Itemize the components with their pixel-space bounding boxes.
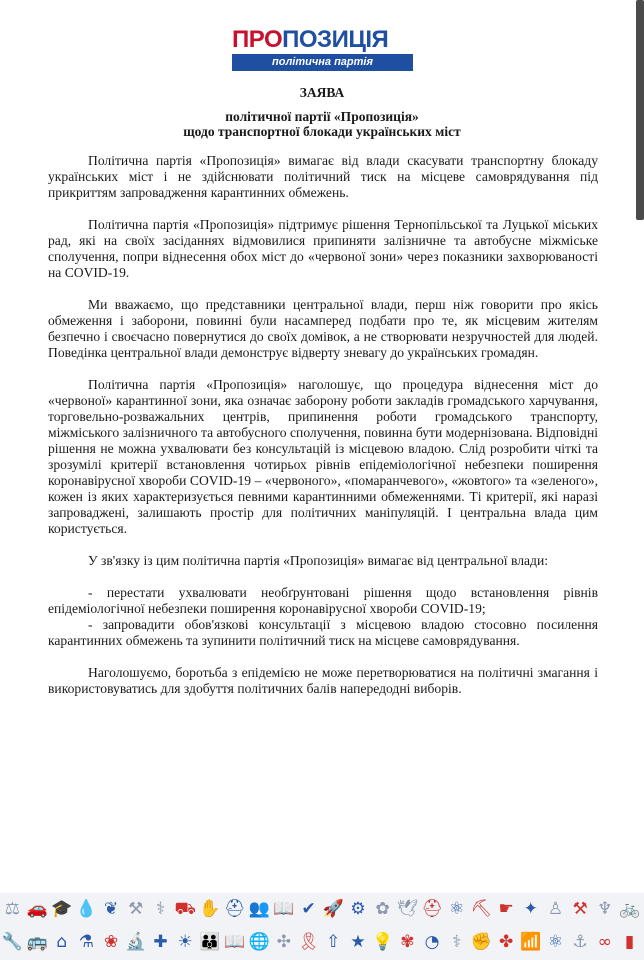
- logo-wordmark: [232, 28, 413, 52]
- microscope-icon: 🔬: [125, 932, 147, 952]
- document-title: ЗАЯВА: [299, 85, 345, 100]
- tools-icon: ⚒: [128, 899, 144, 919]
- test-tube-icon: ⚗: [78, 932, 95, 952]
- logo-word-red: ПРО: [232, 26, 283, 53]
- atom-icon: ⚛: [547, 932, 564, 952]
- scales-icon: ⚖: [4, 899, 20, 919]
- tooth-icon: ♙: [547, 899, 564, 919]
- demand-bullet-1: - перестати ухвалювати необґрунтовані рішення щодо встановлення рівнів епідеміологічної небезпеки поширення коронавірусної хвороби COVID-19;: [48, 585, 598, 616]
- paint-roller-icon: ▮: [624, 932, 635, 952]
- check-icon: ✔: [301, 899, 316, 919]
- wheat-icon: ✿: [375, 899, 390, 919]
- arrow-up-icon: ⇧: [326, 932, 341, 952]
- flower-icon: ✾: [400, 932, 415, 952]
- drop-icon: 💧: [75, 899, 97, 919]
- stethoscope-icon: ⚕: [155, 899, 166, 919]
- fist-icon: ✊: [470, 932, 492, 952]
- excavator-icon: ⛏: [470, 899, 493, 919]
- butterfly-icon: ❀: [103, 932, 119, 952]
- medical-cross-icon: ✚: [153, 932, 168, 952]
- people-icon: 👥: [248, 899, 270, 919]
- logo-subtitle: політична партія: [232, 54, 413, 71]
- bus-icon: 🚌: [26, 932, 48, 952]
- wrench-icon: 🔧: [1, 932, 23, 952]
- graduation-cap-icon: 🎓: [51, 899, 73, 919]
- footer-icon-row-1: [0, 893, 644, 926]
- gear-icon: ⚙: [350, 899, 366, 919]
- hands-icon: ☛: [498, 899, 514, 919]
- atom-icon: ⚛: [449, 899, 465, 919]
- paragraph-5: У зв'язку із цим політична партія «Пропозиція» вимагає від центральної влади:: [88, 553, 548, 568]
- sun-icon: ☀: [177, 932, 193, 952]
- paragraph-1: Політична партія «Пропозиція» вимагає від влади скасувати транспортну блокаду українських міст і не здійснювати політичний тиск на місцеве самоврядування під прикриттям запровадження карантинних обмежень.: [48, 153, 598, 200]
- paragraph-2: Політична партія «Пропозиція» підтримує рішення Тернопільської та Луцької міських рад, які на своїх засіданнях відмовилися припиняти залізничне та автобусне міжміське сполучення, попри віднесення обох міст до «червоної зони» через показники захворюваності на COVID-19.: [48, 217, 598, 280]
- footer-icon-row-2: [0, 926, 644, 959]
- bee-icon: ✤: [498, 932, 514, 952]
- house-icon: ⌂: [56, 932, 68, 952]
- bird-icon: 🕊: [396, 899, 419, 919]
- document-body: [48, 153, 598, 713]
- infinity-icon: ∞: [597, 932, 612, 952]
- power-tower-icon: ♆: [597, 899, 613, 919]
- paragraph-4: Політична партія «Пропозиція» наголошує, що процедура віднесення міст до «червоної» карантинної зони, яка означає заборону роботи закладів громадського харчування, торговельно-розважальних центрів, припинення роботи громадського транспорту, міжміського залізничного та автобусного сполучення, повинна бути модернізована. Відповідні рішення не можна ухвалювати без консультацій із місцевою владою. Слід розробити чіткі та зрозумілі критерії встановлення чотирьох рівнів епідеміологічної небезпеки поширення коронавірусної хвороби COVID-19 – «червоного», «помаранчевого», «жовтого» та «зеленого», кожен із яких характеризується певними карантинними обмеженнями. Ті критерії, які наразі запроваджені, залишають простір для політичних маніпуляцій. І центральна влада цим користується.: [48, 377, 598, 536]
- paragraph-3: Ми вважаємо, що представники центральної влади, перш ніж говорити про якісь обмеження і заборони, повинні були насамперед подбати про те, як місцевим жителям безпечно і своєчасно повернутися до своїх домівок, а не створювати незручностей для людей. Поведінка центральної влади демонструє відверту зневагу до українських громадян.: [48, 297, 598, 360]
- globe-icon: 🌐: [248, 932, 270, 952]
- star-icon: ★: [350, 932, 366, 952]
- helmet-icon: ⛑: [421, 899, 443, 919]
- car-icon: 🚗: [26, 899, 48, 919]
- footer-icon-pattern: [0, 893, 644, 960]
- open-book-icon: 📖: [223, 932, 246, 952]
- pie-icon: ◔: [424, 932, 440, 952]
- caduceus-icon: ⚕: [452, 932, 462, 952]
- document-subtitle-line1: політичної партії «Пропозиція»: [225, 109, 419, 124]
- stars-icon: ✦: [523, 899, 538, 919]
- crane-icon: ⚓: [572, 932, 588, 952]
- handshake-icon: ✋: [199, 899, 221, 919]
- trowel-icon: ⚒: [572, 899, 588, 919]
- rocket-icon: 🚀: [322, 899, 344, 919]
- family-icon: 👪: [199, 932, 221, 952]
- compass-icon: ✣: [276, 932, 292, 952]
- bicycle-icon: 🚲: [618, 899, 641, 919]
- logo-word-blue: ПОЗИЦІЯ: [282, 26, 389, 53]
- tractor-icon: ⛟: [174, 899, 196, 919]
- bulb-icon: 💡: [372, 932, 394, 952]
- leaf-icon: ❦: [103, 899, 119, 919]
- ribbon-icon: 🎗: [297, 932, 320, 952]
- demand-bullet-2: - запровадити обов'язкові консультації з місцевою владою стосовно посилення карантинних обмежень та зупинити політичний тиск на місцеве самоврядування.: [48, 617, 598, 648]
- book-icon: 📖: [273, 899, 295, 919]
- wifi-icon: 📶: [520, 932, 542, 952]
- document-subtitle-line2: щодо транспортної блокади українських міст: [183, 124, 461, 139]
- party-logo: [232, 28, 413, 71]
- police-cap-icon: ⛑: [223, 899, 246, 919]
- closing-paragraph: Наголошуємо, боротьба з епідемією не може перетворюватися на політичні змагання і використовуватись для здобуття політичних балів напередодні виборів.: [48, 665, 598, 696]
